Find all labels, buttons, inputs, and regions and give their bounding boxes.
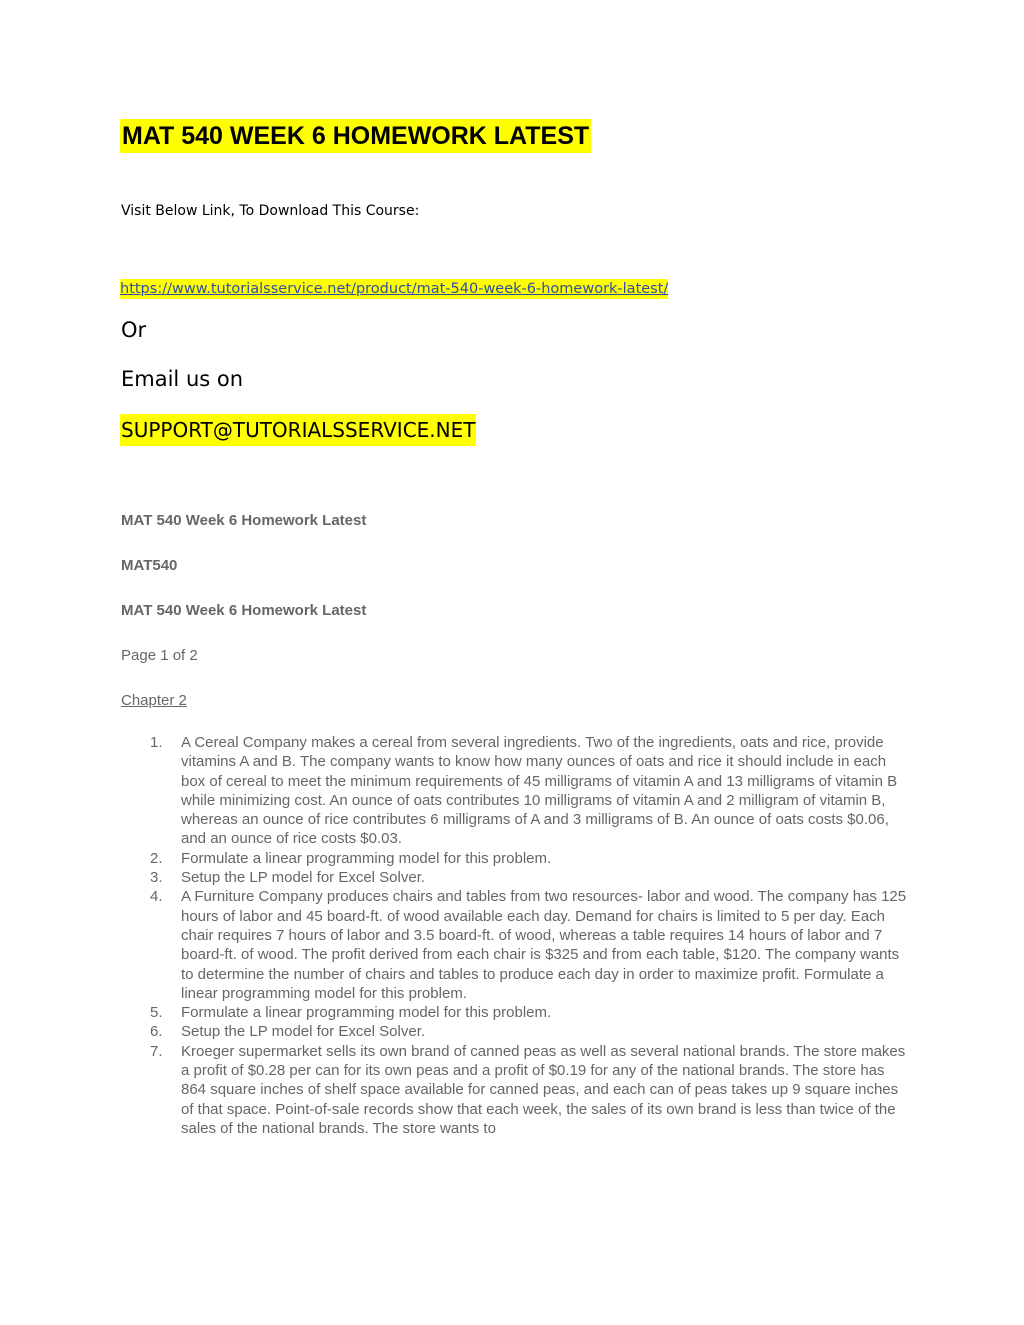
list-item bbox=[140, 1003, 910, 1022]
item-number: 6. bbox=[150, 1023, 163, 1041]
item-text: Formulate a linear programming model for this problem. bbox=[181, 1004, 552, 1022]
item-text: Setup the LP model for Excel Solver. bbox=[181, 1023, 426, 1041]
item-number: 7. bbox=[150, 1042, 163, 1060]
item-text: Formulate a linear programming model for this problem. bbox=[181, 849, 552, 867]
item-number: 4. bbox=[150, 888, 163, 906]
item-text: A Furniture Company produces chairs and tables from two resources- labor and wood. The company has 125 hours of labor and 45 board-ft. of wood available each day. Demand for chairs is limited to 5 per day. Each chair requires 7 hours of labor and 3.5 board-ft. of wood, whereas a table requires 14 hours of labor and 7 board-ft. of wood. The profit derived from each chair is $325 and from each table, $120. The company wants to determine the number of chairs and tables to produce each day in order to maximize profit. Formulate a linear programming model for this problem. bbox=[181, 888, 907, 1002]
item-number: 3. bbox=[150, 869, 163, 887]
item-text: Kroeger supermarket sells its own brand of canned peas as well as several national brands. The store makes a profit of $0.28 per can for its own peas and a profit of $0.19 for any of the national brands. The store has 864 square inches of shelf space available for canned peas, and each can of peas takes up 9 square inches of that space. Point-of-sale records show that each week, the sales of its own brand is less than twice of the sales of the national brands. The store wants to bbox=[181, 1042, 906, 1137]
or-text: Or bbox=[121, 318, 147, 342]
course-code: MAT540 bbox=[121, 557, 178, 574]
list-item bbox=[140, 868, 910, 887]
item-number: 5. bbox=[150, 1004, 163, 1022]
item-text: Setup the LP model for Excel Solver. bbox=[181, 869, 426, 887]
email-label: Email us on bbox=[121, 367, 244, 391]
item-number: 2. bbox=[150, 849, 163, 867]
list-item bbox=[140, 887, 910, 1003]
list-item bbox=[140, 1022, 910, 1041]
list-item bbox=[140, 849, 910, 868]
visit-instruction: Visit Below Link, To Download This Course: bbox=[121, 203, 420, 219]
chapter-link[interactable]: Chapter 2 bbox=[121, 692, 187, 709]
item-number: 1. bbox=[150, 734, 163, 751]
list-item bbox=[140, 1042, 910, 1138]
content-subheading: MAT 540 Week 6 Homework Latest bbox=[121, 602, 367, 619]
item-text: A Cereal Company makes a cereal from several ingredients. Two of the ingredients, oats and rice, provide vitamins A and B. The company wants to know how many ounces of oats and rice it should include in each box of cereal to meet the minimum requirements of 45 milligrams of vitamin A and 13 milligrams of vitamin B while minimizing cost. An ounce of oats contributes 10 milligrams of vitamin A and 2 milligram of vitamin B, whereas an ounce of rice contributes 6 milligrams of A and 3 milligrams of B. An ounce of oats costs $0.06, and an ounce of rice costs $0.03. bbox=[181, 734, 898, 848]
page-indicator: Page 1 of 2 bbox=[121, 647, 198, 664]
list-item bbox=[140, 733, 910, 849]
question-list bbox=[140, 733, 910, 1138]
course-link[interactable]: https://www.tutorialsservice.net/product/mat-540-week-6-homework-latest/ bbox=[120, 281, 669, 297]
content-heading: MAT 540 Week 6 Homework Latest bbox=[121, 512, 367, 529]
support-email[interactable]: SUPPORT@TUTORIALSSERVICE.NET bbox=[120, 414, 476, 446]
page-title: MAT 540 WEEK 6 HOMEWORK LATEST bbox=[120, 119, 591, 153]
